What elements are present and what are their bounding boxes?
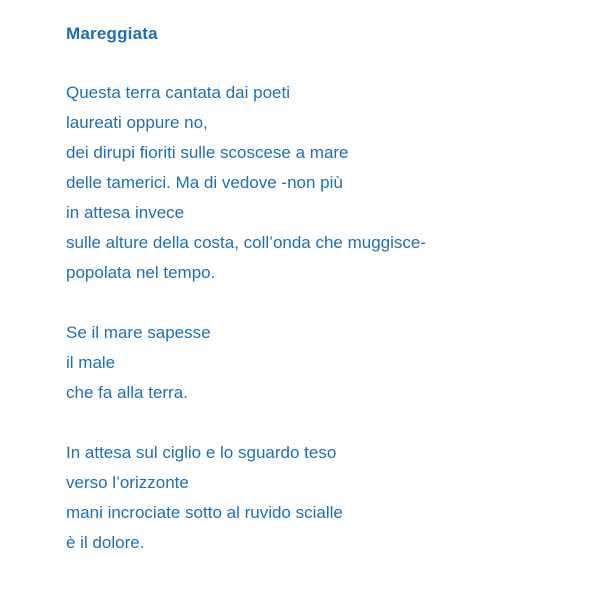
poem-line: sulle alture della costa, coll’onda che muggisce-	[66, 233, 427, 253]
page-title: Mareggiata	[66, 24, 158, 43]
poem-line: popolata nel tempo.	[66, 263, 216, 283]
stanza	[66, 78, 560, 288]
poem-line: il male	[66, 353, 116, 373]
poem-line: dei dirupi fioriti sulle scoscese a mare	[66, 143, 349, 163]
poem-line: delle tamerici. Ma di vedove -non più	[66, 173, 343, 193]
poem-line: mani incrociate sotto al ruvido scialle	[66, 503, 343, 523]
stanza	[66, 318, 560, 408]
poem-line: verso l’orizzonte	[66, 473, 189, 493]
poem-line: In attesa sul ciglio e lo sguardo teso	[66, 443, 337, 463]
poem-line: in attesa invece	[66, 203, 185, 223]
poem-line: Se il mare sapesse	[66, 323, 211, 343]
poem-line: Questa terra cantata dai poeti	[66, 83, 290, 103]
poem-line: è il dolore.	[66, 533, 145, 553]
poem-line: laureati oppure no,	[66, 113, 208, 133]
poem-line: che fa alla terra.	[66, 383, 188, 403]
stanza	[66, 438, 560, 558]
